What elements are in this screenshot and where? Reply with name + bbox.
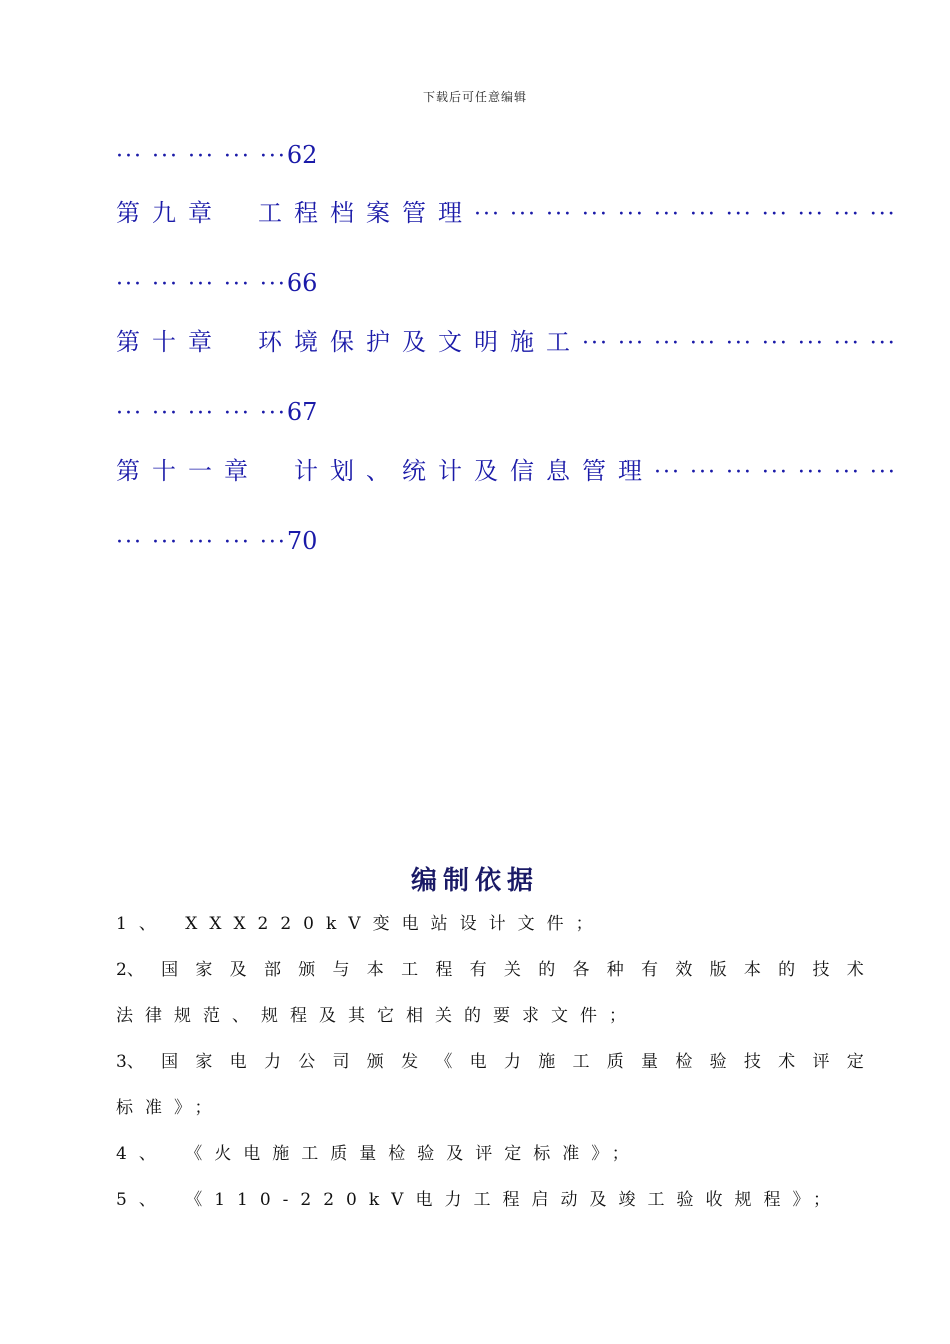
item-char: 司 <box>332 1052 350 1072</box>
item-char: 技 <box>743 1052 761 1072</box>
item-char: 术 <box>846 960 864 980</box>
item-number: 2、 <box>116 960 144 980</box>
item-text: 《火电施工质量检验及评定标准》； <box>185 1144 641 1164</box>
toc-dots: ··· ··· ··· ··· ··· <box>116 144 287 169</box>
item-char: 程 <box>435 960 453 980</box>
toc-dots: ··· ··· ··· ··· ··· ··· ··· <box>654 460 897 485</box>
basis-item-2-line1 <box>116 957 864 983</box>
item-number: 4、 <box>116 1144 168 1164</box>
item-char: 力 <box>503 1052 521 1072</box>
item-char: 有 <box>641 960 659 980</box>
item-char: 部 <box>263 960 281 980</box>
toc-dots: ··· ··· ··· ··· ··· <box>116 272 287 297</box>
toc-entry-ch10-page <box>116 397 871 429</box>
toc-chapter-title: 计划、统计及信息管理 <box>294 457 654 485</box>
item-char: 有 <box>469 960 487 980</box>
item-char: 关 <box>503 960 521 980</box>
item-char: 各 <box>572 960 590 980</box>
toc-page-number: 62 <box>286 141 318 169</box>
item-char: 评 <box>812 1052 830 1072</box>
section-title: 编制依据 <box>410 866 539 896</box>
item-char: 本 <box>743 960 761 980</box>
item-char: 施 <box>538 1052 556 1072</box>
toc-entry-ch11[interactable] <box>116 456 897 488</box>
item-char: 及 <box>229 960 247 980</box>
toc-page-number: 66 <box>286 269 318 297</box>
toc-entry-ch11-page <box>116 526 871 558</box>
page-header: 下载后可任意编辑 <box>422 90 527 104</box>
item-char: 公 <box>298 1052 316 1072</box>
item-char: 颁 <box>366 1052 384 1072</box>
toc-chapter-number: 第十一章 <box>116 457 260 485</box>
item-char: 颁 <box>298 960 316 980</box>
item-char: 家 <box>195 1052 213 1072</box>
basis-item-3-line2: 标准》； <box>116 1098 224 1118</box>
item-char: 检 <box>675 1052 693 1072</box>
basis-item-3-line1 <box>116 1049 864 1075</box>
toc-entry-ch9-page <box>116 268 871 300</box>
item-text: XXX220kV变电站设计文件； <box>185 914 605 934</box>
toc-page-number: 70 <box>286 527 318 555</box>
item-char: 电 <box>469 1052 487 1072</box>
item-char: 术 <box>778 1052 796 1072</box>
toc-chapter-title: 环境保护及文明施工 <box>258 328 582 356</box>
item-char: 电 <box>229 1052 247 1072</box>
item-number: 3、 <box>116 1052 144 1072</box>
toc-entry-ch9[interactable] <box>116 198 897 230</box>
toc-chapter-title: 工程档案管理 <box>258 199 474 227</box>
item-char: 《 <box>435 1052 453 1072</box>
item-char: 工 <box>401 960 419 980</box>
basis-item-4 <box>116 1141 864 1167</box>
toc-dots: ··· ··· ··· ··· ··· ··· ··· ··· ··· <box>582 331 897 356</box>
item-char: 发 <box>401 1052 419 1072</box>
item-char: 种 <box>606 960 624 980</box>
item-char: 力 <box>263 1052 281 1072</box>
item-char: 家 <box>195 960 213 980</box>
item-number: 1、 <box>116 914 168 934</box>
toc-chapter-number: 第十章 <box>116 328 224 356</box>
toc-dots: ··· ··· ··· ··· ··· ··· ··· ··· ··· ··· ··· ··· <box>474 202 897 227</box>
basis-item-1 <box>116 911 864 937</box>
item-char: 量 <box>641 1052 659 1072</box>
item-char: 工 <box>572 1052 590 1072</box>
toc-dots: ··· ··· ··· ··· ··· <box>116 530 287 555</box>
item-number: 5、 <box>116 1190 168 1210</box>
item-char: 本 <box>366 960 384 980</box>
toc-entry-ch10[interactable] <box>116 327 897 359</box>
basis-item-2-line2: 法律规范、规程及其它相关的要求文件； <box>116 1006 638 1026</box>
toc-chapter-number: 第九章 <box>116 199 224 227</box>
item-char: 的 <box>538 960 556 980</box>
item-char: 国 <box>161 960 179 980</box>
item-char: 效 <box>675 960 693 980</box>
item-char: 定 <box>846 1052 864 1072</box>
toc-dots: ··· ··· ··· ··· ··· <box>116 401 287 426</box>
item-char: 验 <box>709 1052 727 1072</box>
item-char: 技 <box>812 960 830 980</box>
toc-page-number: 67 <box>286 398 318 426</box>
basis-item-5 <box>116 1187 864 1213</box>
item-char: 版 <box>709 960 727 980</box>
item-char: 的 <box>778 960 796 980</box>
item-text: 《110-220kV电力工程启动及竣工验收规程》； <box>185 1190 842 1210</box>
item-char: 与 <box>332 960 350 980</box>
toc-continuation-line <box>116 140 871 172</box>
item-char: 国 <box>161 1052 179 1072</box>
item-char: 质 <box>606 1052 624 1072</box>
